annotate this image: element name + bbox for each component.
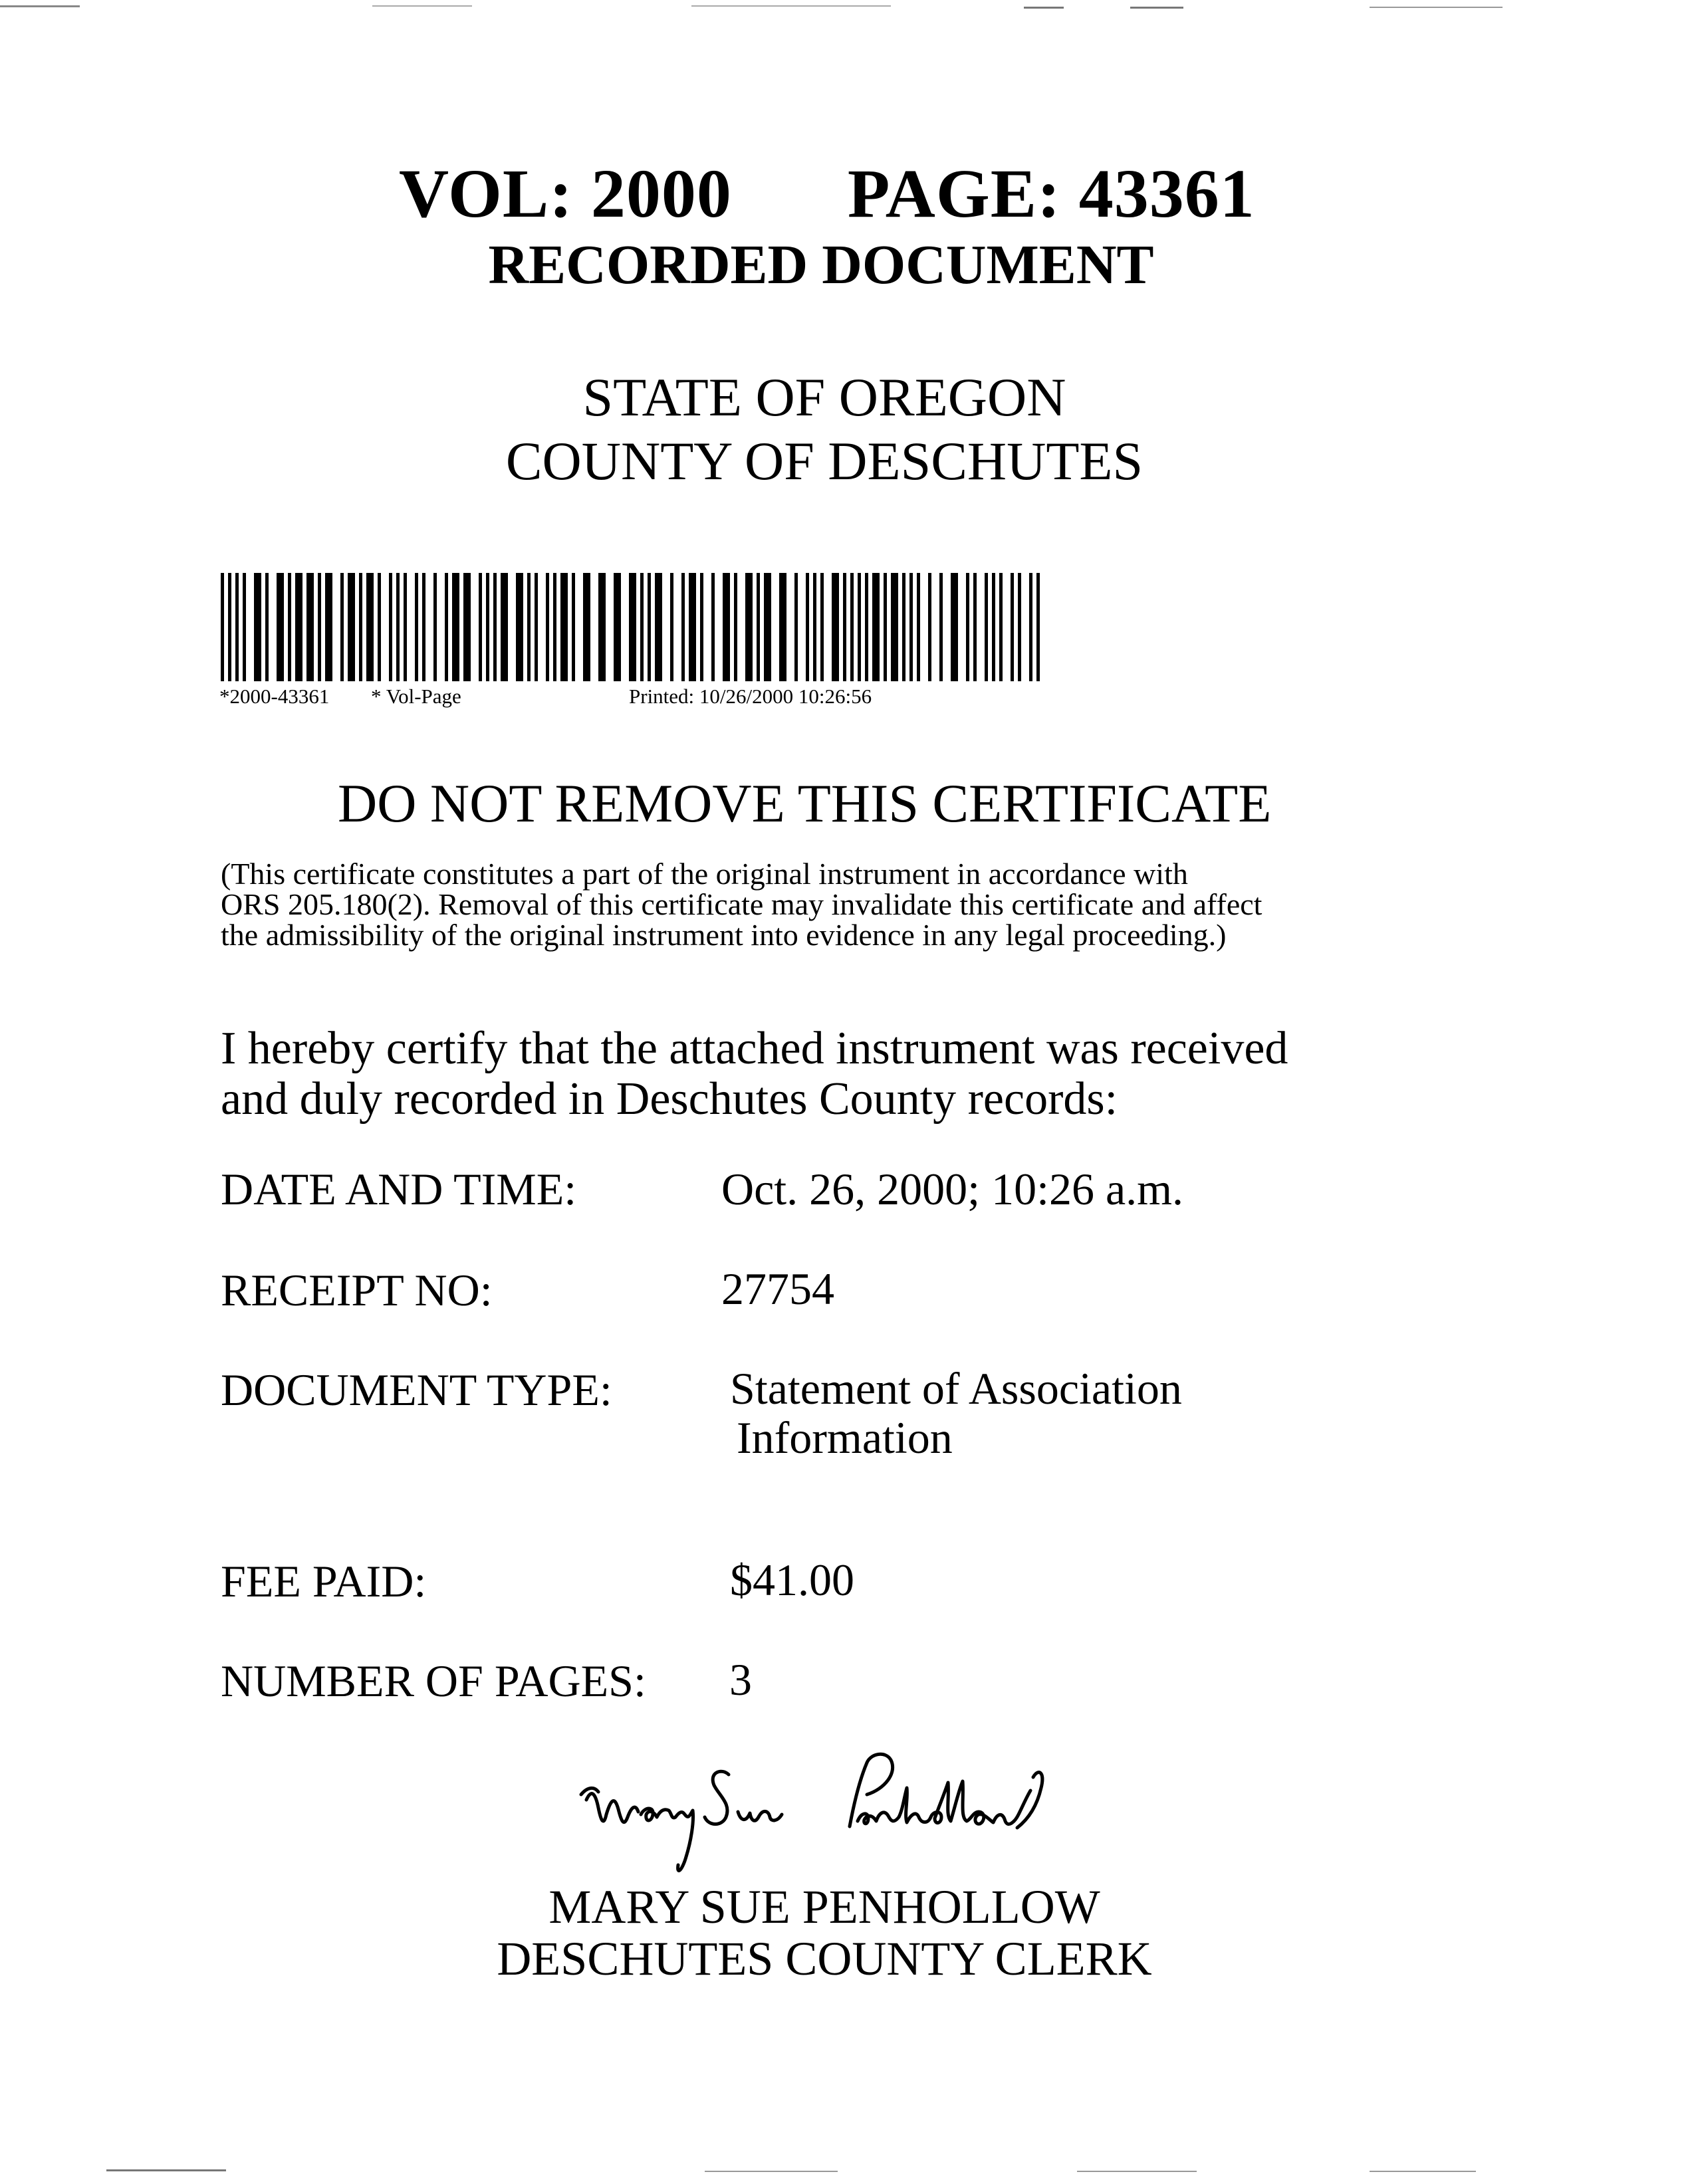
barcode-type-text: * Vol-Page (371, 685, 461, 708)
document-type-line: Statement of Association (730, 1363, 1182, 1414)
barcode-image (221, 573, 1045, 681)
volume-page-heading (399, 154, 1255, 233)
fee-paid-label: FEE PAID: (221, 1556, 427, 1606)
clerk-block (0, 1881, 1649, 1985)
page-number: PAGE: 43361 (847, 156, 1255, 232)
scan-artifact-top (372, 5, 472, 7)
warning-line: the admissibility of the original instrument into evidence in any legal proceeding.) (221, 918, 1227, 952)
warning-line: ORS 205.180(2). Removal of this certificate may invalidate this certificate and affect (221, 887, 1263, 921)
document-type-value (730, 1364, 1182, 1462)
certificate-warning-text (221, 859, 1262, 950)
jurisdiction-block (0, 366, 1649, 493)
scan-artifact-top (1024, 7, 1064, 9)
clerk-name: MARY SUE PENHOLLOW (548, 1880, 1100, 1933)
document-type-line: Information (737, 1412, 953, 1463)
certification-line: I hereby certify that the attached instrument was received (221, 1023, 1288, 1074)
recorded-document-title: RECORDED DOCUMENT (488, 234, 1154, 296)
warning-line: (This certificate constitutes a part of the original instrument in accordance with (221, 857, 1188, 891)
clerk-signature (572, 1748, 1117, 1901)
number-of-pages-label: NUMBER OF PAGES: (221, 1656, 646, 1706)
scan-artifact-bottom (106, 2169, 226, 2171)
receipt-number-label: RECEIPT NO: (221, 1265, 493, 1315)
scan-artifact-bottom (1370, 2171, 1476, 2172)
volume-number: VOL: 2000 (399, 156, 732, 232)
number-of-pages-value: 3 (729, 1654, 752, 1705)
receipt-number-value: 27754 (721, 1263, 834, 1314)
barcode-printed-timestamp: Printed: 10/26/2000 10:26:56 (629, 685, 872, 708)
barcode-id-text: *2000-43361 (219, 685, 330, 708)
certificate-warning-title: DO NOT REMOVE THIS CERTIFICATE (338, 773, 1272, 833)
scan-artifact-bottom (705, 2171, 838, 2172)
certification-line: and duly recorded in Deschutes County records: (221, 1073, 1118, 1125)
fee-paid-value: $41.00 (730, 1555, 854, 1605)
scan-artifact-top (1370, 7, 1503, 8)
document-type-label: DOCUMENT TYPE: (221, 1365, 612, 1415)
scan-artifact-bottom (1077, 2171, 1197, 2172)
date-time-value: Oct. 26, 2000; 10:26 a.m. (721, 1164, 1184, 1214)
clerk-title: DESCHUTES COUNTY CLERK (497, 1932, 1152, 1985)
county-name: COUNTY OF DESCHUTES (505, 431, 1144, 491)
date-time-label: DATE AND TIME: (221, 1164, 577, 1214)
certification-statement (221, 1024, 1288, 1125)
scan-artifact-top (0, 5, 80, 7)
state-name: STATE OF OREGON (582, 367, 1066, 427)
scan-artifact-top (691, 5, 891, 7)
scan-artifact-top (1130, 7, 1183, 9)
